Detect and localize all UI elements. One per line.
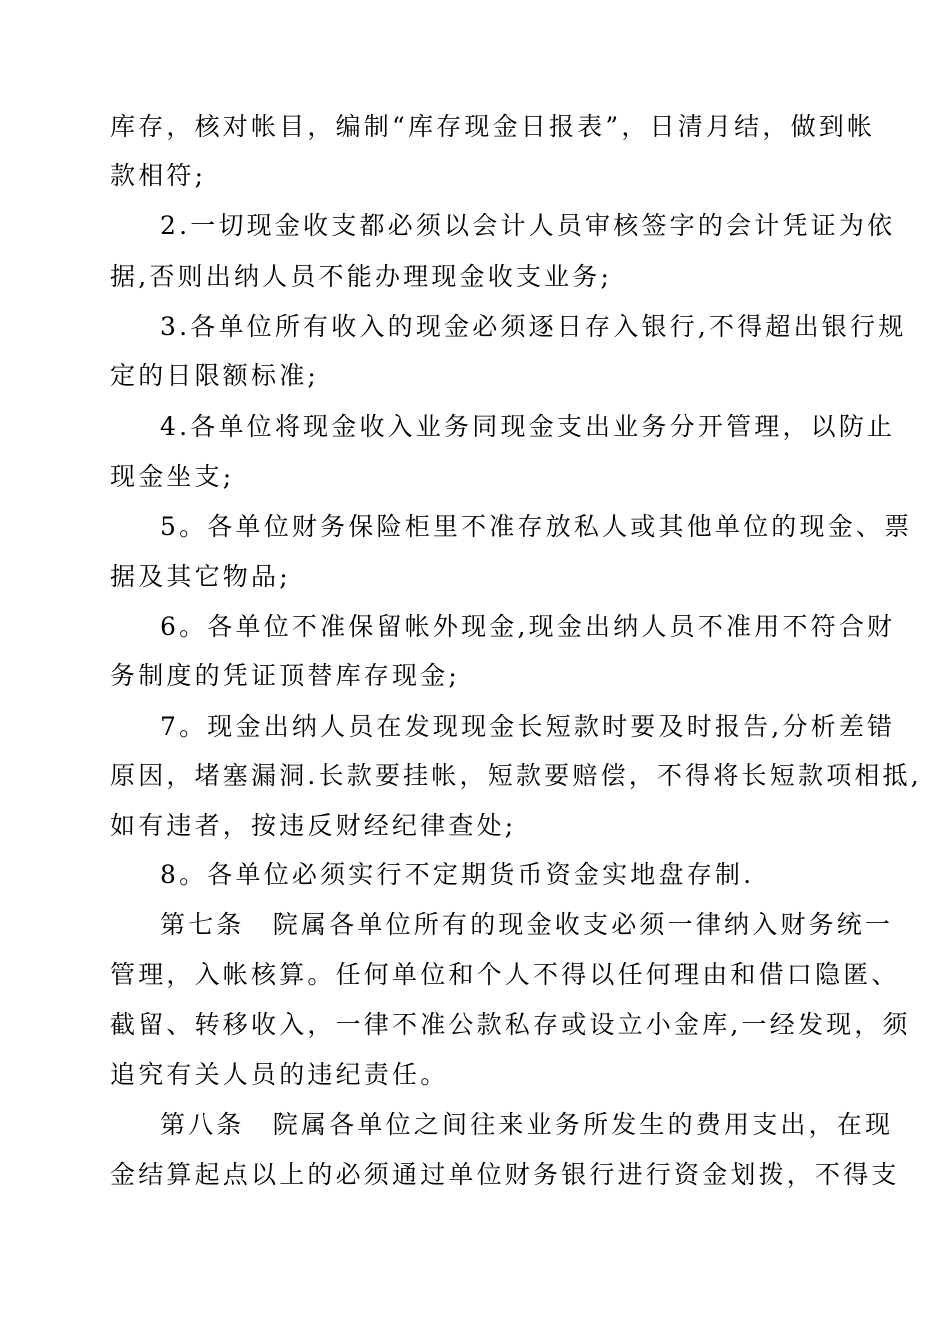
text-line: 5。各单位财务保险柜里不准存放私人或其他单位的现金、票 xyxy=(160,512,913,541)
text-line: 金结算起点以上的必须通过单位财务银行进行资金划拨，不得支 xyxy=(110,1160,900,1189)
text-line: 务制度的凭证顶替库存现金; xyxy=(110,661,461,690)
text-line: 管理，入帐核算。任何单位和个人不得以任何理由和借口隐匿、 xyxy=(110,960,900,989)
text-line: 如有违者，按违反财经纪律查处; xyxy=(110,811,517,840)
text-line: 2.一切现金收支都必须以会计人员审核签字的会计凭证为依 xyxy=(160,211,896,240)
text-line: 4.各单位将现金收入业务同现金支出业务分开管理，以防止 xyxy=(160,412,896,441)
text-line: 第七条 院属各单位所有的现金收支必须一律纳入财务统一 xyxy=(160,910,894,939)
text-line: 据及其它物品; xyxy=(110,562,291,591)
text-line: 6。各单位不准保留帐外现金,现金出纳人员不准用不符合财 xyxy=(160,612,896,641)
text-line: 库存，核对帐目，编制“库存现金日报表”，日清月结，做到帐 xyxy=(110,112,876,141)
text-line: 7。现金出纳人员在发现现金长短款时要及时报告,分析差错 xyxy=(160,712,896,741)
text-line: 原因，堵塞漏洞.长款要挂帐，短款要赔偿，不得将长短款项相抵, xyxy=(110,761,922,790)
text-line: 8。各单位必须实行不定期货币资金实地盘存制. xyxy=(160,860,755,889)
text-line: 定的日限额标准; xyxy=(110,361,320,390)
text-line: 款相符; xyxy=(110,161,207,190)
text-line: 截留、转移收入，一律不准公款私存或设立小金库,一经发现，须 xyxy=(110,1010,911,1039)
text-line: 现金坐支; xyxy=(110,462,235,491)
text-line: 3.各单位所有收入的现金必须逐日存入银行,不得超出银行规 xyxy=(160,312,907,341)
text-line: 据,否则出纳人员不能办理现金收支业务; xyxy=(110,262,613,291)
text-line: 第八条 院属各单位之间往来业务所发生的费用支出，在现 xyxy=(160,1110,894,1139)
text-line: 追究有关人员的违纪责任。 xyxy=(110,1060,449,1089)
